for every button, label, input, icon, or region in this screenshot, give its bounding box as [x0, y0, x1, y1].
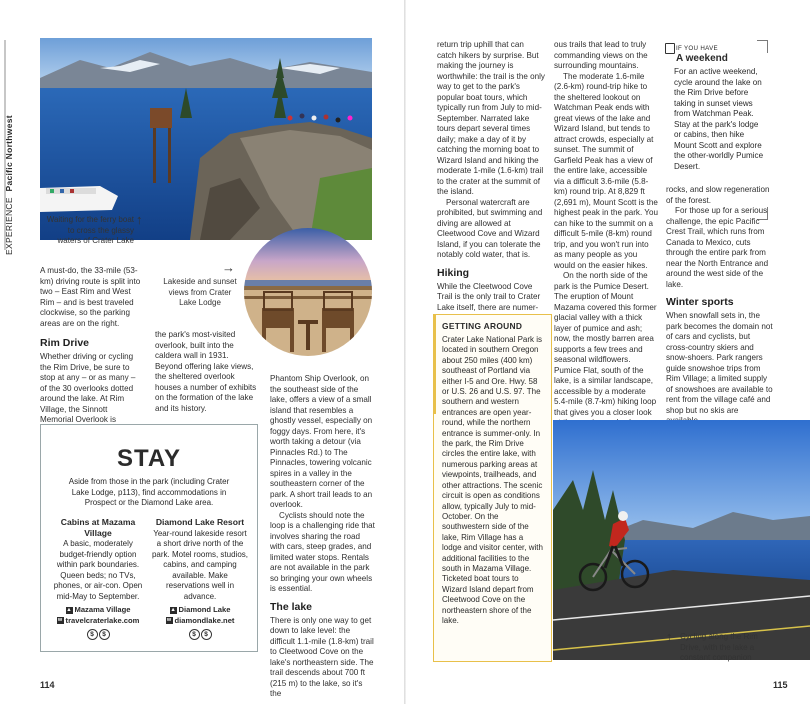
stay-title: STAY: [116, 445, 182, 472]
hiking-heading: Hiking: [437, 266, 470, 279]
rim-drive-paragraph: Whether driving or cycling the Rim Drive, be sure to stop at any – or as many – of the 30 overlooks dotted around the lake. At Rim Village, the Sinnott Memorial Overlook is: [40, 352, 136, 424]
location-icon: ▲: [66, 606, 72, 613]
left-col3: [270, 374, 375, 700]
the-lake-heading: The lake: [270, 600, 313, 613]
photo-cyclist-rim-drive: [553, 420, 810, 660]
book-gutter: [404, 0, 406, 704]
pct-paragraph: For those up for a serious challenge, the epic Pacific Crest Trail, which runs from Canada to Mexico, cuts through the entire park from near the North Entrance and around the west side of the lake.: [666, 206, 769, 289]
hiking-paragraph: While the Cleetwood Cove Trail is the only trail to Crater Lake itself, there are numer-: [437, 281, 541, 312]
lodge-photo-illustration: [244, 228, 372, 356]
winter-sports-paragraph: When snowfall sets in, the park becomes the domain not of cars and cyclists, but cross-country skiers and snow-shoers. Park rangers guide snowshoe trips from Rim Village; a limited supply of snowshoes are available to rent from the village café and shop but no skis are: [666, 311, 773, 415]
the-lake-paragraph: There is only one way to get down to lake level: the difficult 1.1-mile (1.8-km) trail to Cleetwood Cove on the lake's northeastern side. The trail descends about 700 ft (215 m) to the lake, so it's the: [270, 615, 374, 698]
cyclist-photo-illustration: [553, 420, 810, 660]
place-name: Diamond Lake Resort: [155, 517, 245, 527]
calendar-icon: [665, 43, 675, 54]
regeneration-paragraph: rocks, and slow regeneration of the forest.: [666, 185, 770, 205]
rim-drive-heading: Rim Drive: [40, 337, 90, 349]
section-region: Pacific Northwest: [4, 115, 14, 192]
left-col2: [155, 330, 257, 414]
dollar-icon: $: [87, 629, 98, 640]
place-location-row: [49, 605, 147, 616]
place-website-row: [49, 616, 147, 627]
pumice-paragraph: On the north side of the park is the Pumice Desert. The eruption of Mount Mazama covered this former glacial valley with a thick layer of pumice and ash; now, the mostly barren area supports a few trees and seasonal wildflowers. Pumice Flat, south of the lake, is a similar landscape, accessible by a moderate 5.4-mile (8.7-km) hiking loop that gives you a closer look: [554, 271, 657, 417]
right-col4: [666, 185, 774, 427]
right-col1: [437, 40, 545, 313]
peaks-paragraph: The moderate 1.6-mile (2.6-km) round-trip hike to the sheltered lookout on Watchman Peak ends with great views of the lake and Wizard Island, but tends to attract crowds, especially at sunset. The summit of Garfield Peak has a view of the entire lake, accessible via a difficult 3.6-mile (5.8-km) round trip. At 8,829 ft (2,691 m), Mount Scott is the highest peak in the park. You can hike to the summit on a difficult 5-mile (8-km) round trip, and you won't run into as many people as you would on the easier hikes.: [554, 71, 658, 270]
weekend-kicker: IF YOU HAVE: [676, 45, 718, 52]
dollar-icon: $: [99, 629, 110, 640]
page-number-right: 115: [773, 680, 788, 690]
page-number-left: 114: [40, 680, 55, 690]
place-website-row: [151, 616, 249, 627]
up-arrow-icon: ↑: [136, 212, 143, 227]
photo1-caption: Waiting for the ferry boat to cross the glassy waters of Crater Lake: [46, 215, 134, 245]
photo-lodge-sunset: [244, 228, 372, 356]
website-icon: w: [57, 617, 63, 623]
price-rating: [49, 629, 147, 640]
place-location: Mazama Village: [74, 605, 131, 614]
place-name: Cabins at Mazama Village: [60, 517, 136, 538]
price-rating: [151, 629, 249, 640]
section-tab: [0, 40, 28, 260]
right-arrow-icon: →: [222, 260, 235, 275]
photo3-caption: Cycling along the Rim Drive, with the lake a constant companion: [680, 632, 758, 662]
ferry-photo-illustration: [40, 38, 372, 240]
getting-around-heading: GETTING AROUND: [442, 321, 523, 331]
trails-paragraph: ous trails that lead to truly commanding views on the surrounding mountains.: [554, 40, 648, 70]
boat-tours-paragraph: return trip uphill that can catch hikers by surprise. But making the journey is worthwhile: the trail is the only way to get to the park's popular boat tours, which typically run from July to mid-September. Narrated lake tours depart several times daily; make a day of it by catching the morning boat to Wizard Island and hiking the moderate 1-mile (1.6-km) trail to the crater at the summit of the island.: [437, 40, 545, 196]
up-arrow-icon: ↑: [666, 629, 673, 644]
left-col1: [40, 266, 142, 426]
dollar-icon: $: [189, 629, 200, 640]
winter-sports-heading: Winter sports: [666, 296, 734, 308]
section-tab-text: [4, 115, 14, 255]
place-location-row: [151, 605, 249, 616]
cyclists-paragraph: Cyclists should note the loop is a challenging ride that involves sharing the road with cars, steep grades, and limited water stops. Rentals are not available in the park so bringing your own wheels is essential.: [270, 510, 375, 593]
section-prefix: EXPERIENCE: [4, 197, 14, 255]
website-icon: w: [166, 617, 172, 623]
phantom-ship-paragraph: Phantom Ship Overlook, on the southeast side of the lake, offers a view of a small island that resembles a ghostly vessel, especially on foggy days. From here, it's worth taking a detour (via Pinnacles Rd.) to The Pinnacles, towering volcanic spires in a valley in the southeastern corner of the park. A short trail leads to an overlook.: [270, 374, 373, 509]
intro-paragraph: A must-do, the 33-mile (53-km) driving route is split into two – East Rim and West Rim – and is best traveled clockwise, so the parking areas are on the right.: [40, 266, 141, 328]
getting-around-box: [433, 314, 552, 662]
place-location: Diamond Lake: [178, 605, 231, 614]
sinnott-paragraph: the park's most-visited overlook, built into the caldera wall in 1931. Beyond offering lake views, the sheltered overlook houses a number of exhibits on the formation of the lake and its history.: [155, 330, 257, 413]
stay-box: [40, 424, 258, 652]
weekend-heading: A weekend: [676, 53, 728, 64]
getting-around-accent-bar: [433, 314, 436, 414]
weekend-frame-top: [757, 40, 768, 53]
dollar-icon: $: [201, 629, 212, 640]
right-col2: [554, 40, 658, 439]
place-desc: Year-round lakeside resort a short drive north of the park. Motel rooms, studios, cabins, and camping available. Make reservations well in advance.: [151, 528, 249, 601]
place-desc: A basic, moderately budget-friendly option within park boundaries. Queen beds; no TVs, phones, or air-con. Open mid-May to September.: [53, 539, 143, 601]
stay-place-mazama: [49, 517, 147, 640]
weekend-text: For an active weekend, cycle around the lake on the Rim Drive before taking in sunset views from Watchman Peak. Stay at the park's lodge or cabins, then hike Mount Scott and explore the other-worldly Pumice Desert.: [674, 67, 764, 171]
stay-place-diamond-lake: [151, 517, 249, 640]
place-website[interactable]: diamondlake.net: [174, 615, 235, 625]
place-website[interactable]: travelcraterlake.com: [65, 615, 140, 625]
photo2-caption: Lakeside and sunset views from Crater Lake Lodge: [163, 277, 237, 307]
photo-crater-lake-ferry: [40, 38, 372, 240]
getting-around-text: Crater Lake National Park is located in southern Oregon about 250 miles (400 km) southeast of Portland via either I-5 and Ore. Hwy. 58 or U.S. 26 and U.S. 97. The southern and western entrances are open year-round, while the northern entrance is summer-only. In the park, the Rim Drive circles the entire lake, with numerous parking areas at viewpoints, trailheads, and other attractions. The scenic circuit is open as conditions allow, typically July to mid-October. On the southwestern side of the lake, Rim Village has a lodge and visitor center, with additional facilities to the south in Mazama Village. Ticketed boat tours to Wizard Island depart from Cleetwood Cove on the northeastern shore of the lake.: [442, 335, 543, 625]
location-icon: ▲: [170, 606, 176, 613]
watercraft-paragraph: Personal watercraft are prohibited, but swimming and diving are allowed at Cleetwood Cove and Wizard Island, if you can tolerate the notably cold water, that is.: [437, 197, 543, 259]
stay-intro: Aside from those in the park (including Crater Lake Lodge, p113), find accommodations in Prospect or the Diamond Lake area.: [68, 477, 230, 507]
